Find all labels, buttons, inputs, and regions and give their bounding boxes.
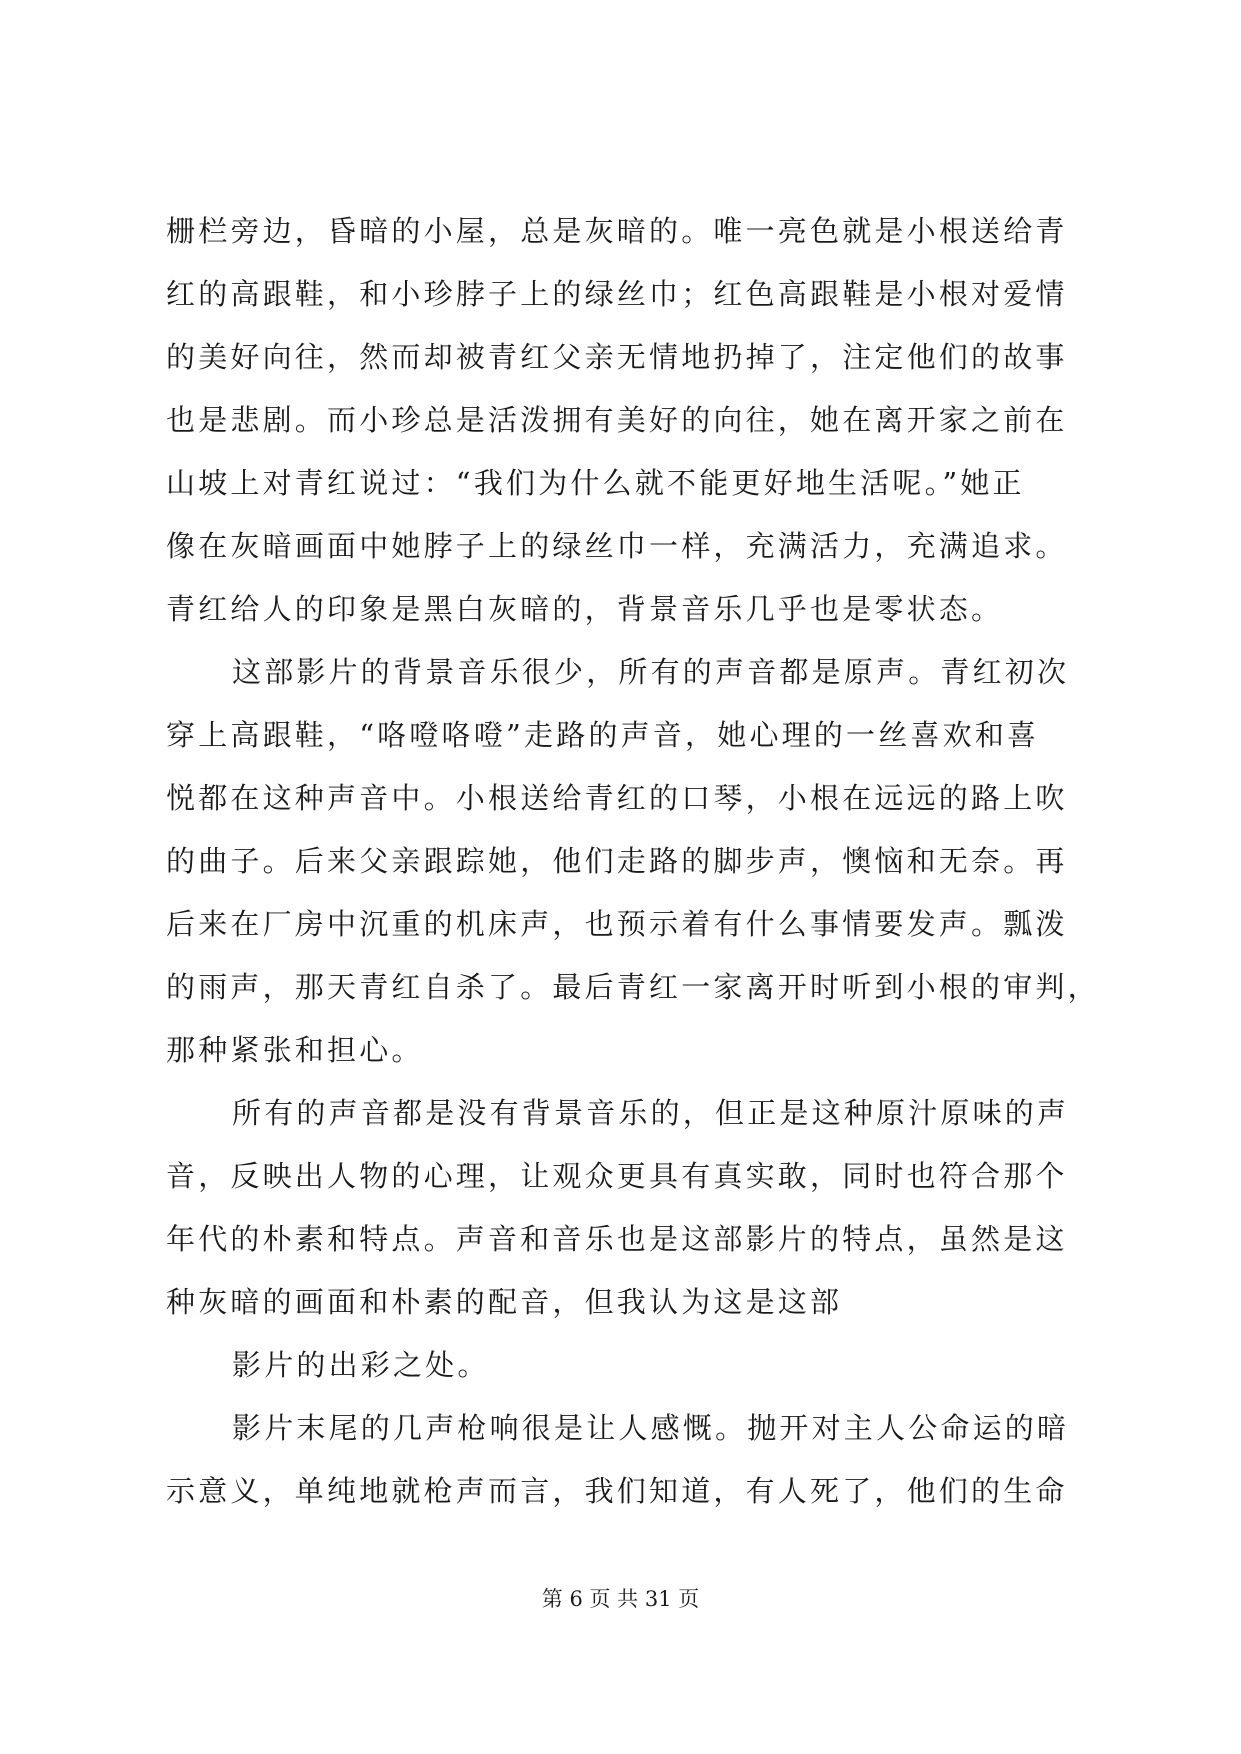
text-line: 示意义，单纯地就枪声而言，我们知道，有人死了，他们的生命	[166, 1474, 1068, 1508]
text-line: 后来在厂房中沉重的机床声，也预示着有什么事情要发声。瓢泼	[166, 907, 1068, 941]
text-line: 那种紧张和担心。	[166, 1033, 424, 1067]
paragraph-first-line: 影片末尾的几声枪响很是让人感慨。抛开对主人公命运的暗	[232, 1411, 1070, 1445]
text-line: 音，反映出人物的心理，让观众更具有真实敢，同时也符合那个	[166, 1159, 1068, 1193]
paragraph-first-line: 所有的声音都是没有背景音乐的，但正是这种原汁原味的声	[232, 1096, 1070, 1130]
paragraph-first-line: 影片的出彩之处。	[232, 1348, 490, 1382]
text-line: 也是悲剧。而小珍总是活泼拥有美好的向往，她在离开家之前在	[166, 403, 1068, 437]
text-line: 穿上高跟鞋，“咯噔咯噔”走路的声音，她心理的一丝喜欢和喜	[166, 718, 1040, 752]
text-line: 的美好向往，然而却被青红父亲无情地扔掉了，注定他们的故事	[166, 340, 1068, 374]
text-line: 青红给人的印象是黑白灰暗的，背景音乐几乎也是零状态。	[166, 592, 1004, 626]
text-line: 像在灰暗画面中她脖子上的绿丝巾一样，充满活力，充满追求。	[166, 529, 1068, 563]
text-line: 种灰暗的画面和朴素的配音，但我认为这是这部	[166, 1285, 843, 1319]
page-number-footer: 第 6 页 共 31 页	[541, 1587, 700, 1611]
paragraph-first-line: 这部影片的背景音乐很少，所有的声音都是原声。青红初次	[232, 655, 1070, 689]
text-line: 悦都在这种声音中。小根送给青红的口琴，小根在远远的路上吹	[166, 781, 1068, 815]
text-line: 红的高跟鞋，和小珍脖子上的绿丝巾；红色高跟鞋是小根对爱情	[166, 277, 1068, 311]
text-line: 栅栏旁边，昏暗的小屋，总是灰暗的。唯一亮色就是小根送给青	[166, 214, 1068, 248]
text-line: 的曲子。后来父亲跟踪她，他们走路的脚步声，懊恼和无奈。再	[166, 844, 1068, 878]
text-line: 的雨声，那天青红自杀了。最后青红一家离开时听到小根的审判，	[166, 970, 1100, 1004]
text-line: 年代的朴素和特点。声音和音乐也是这部影片的特点，虽然是这	[166, 1222, 1068, 1256]
text-line: 山坡上对青红说过：“我们为什么就不能更好地生活呢。”她正	[166, 466, 1025, 500]
